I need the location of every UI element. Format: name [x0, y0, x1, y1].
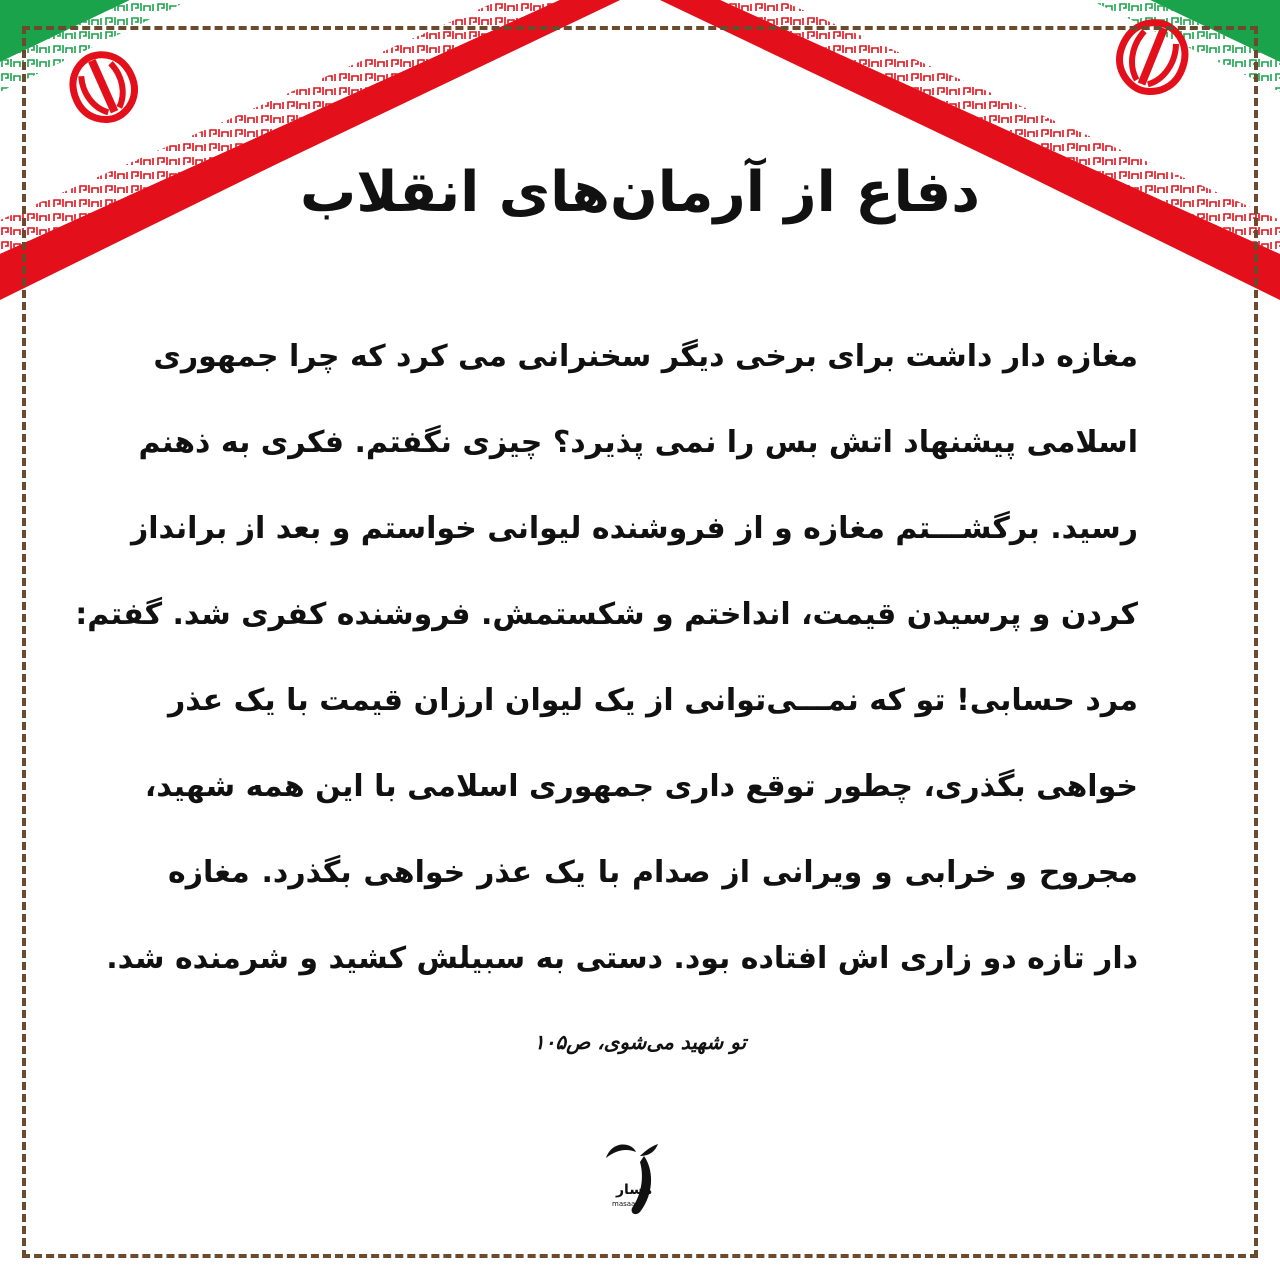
masaar-logo-icon	[596, 1136, 668, 1216]
paragraph-line: دار تازه دو زاری اش افتاده بود. دستی به سبیلش کشید و شرمنده شد.	[106, 941, 1138, 976]
paragraph-line: مغازه دار داشت برای برخی دیگر سخنرانی می کرد که چرا جمهوری	[153, 339, 1138, 374]
page-title: دفاع از آرمان‌های انقلاب	[299, 160, 981, 225]
source-citation: تو شهید می‌شوی، ص۱۰۵	[533, 1030, 747, 1054]
paragraph-line: کردن و پرسیدن قیمت، انداختم و شکستمش. فروشنده کفری شد. گفتم:	[75, 597, 1138, 632]
paragraph-line: مجروح و خرابی و ویرانی از صدام با یک عذر خواهی بگذرد. مغازه	[168, 855, 1138, 890]
paragraph-line: رسید. برگشـــتم مغازه و از فروشنده لیوانی خواستم و بعد از برانداز	[130, 511, 1138, 546]
svg-text:مسار: مسار	[616, 1182, 653, 1198]
paragraph-line: اسلامی پیشنهاد اتش بس را نمی پذیرد؟ چیزی نگفتم. فکری به ذهنم	[138, 425, 1138, 460]
paragraph-line: خواهی بگذری، چطور توقع داری جمهوری اسلامی با این همه شهید،	[144, 769, 1138, 804]
body-paragraph	[75, 314, 1138, 994]
svg-text:masaar.ir: masaar.ir	[612, 1200, 645, 1208]
paragraph-line: مرد حسابی! تو که نمـــی‌توانی از یک لیوان ارزان قیمت با یک عذر	[168, 683, 1138, 718]
